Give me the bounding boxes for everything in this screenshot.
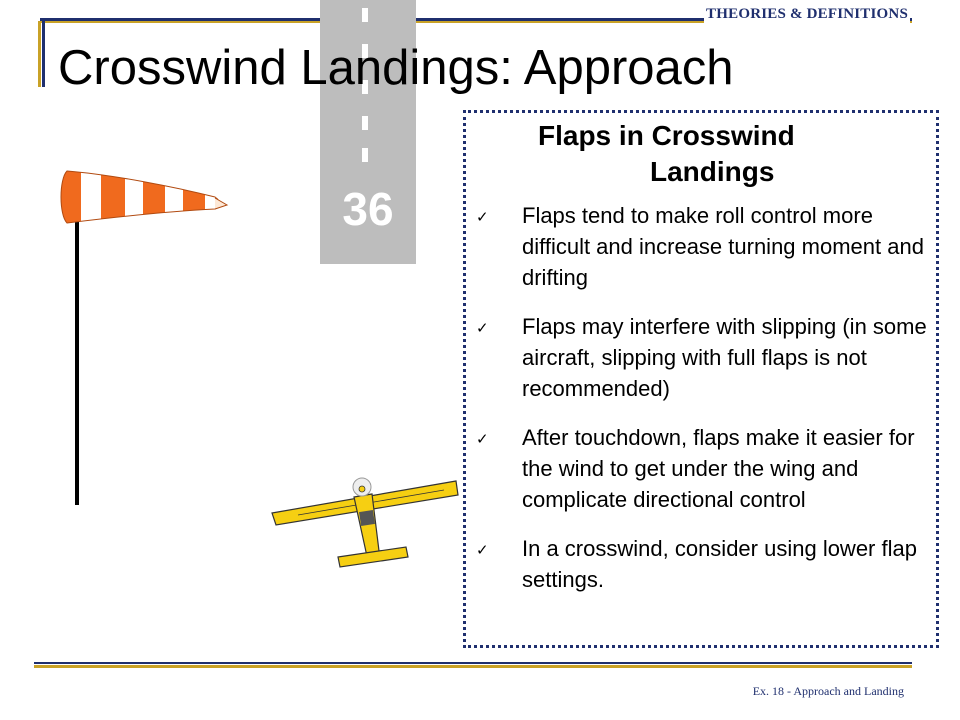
windsock-illustration: [55, 165, 235, 510]
runway-centerline-dash: [362, 8, 368, 22]
footer-rule-gold: [34, 665, 912, 668]
windsock-pole: [75, 187, 79, 505]
info-box-title: [466, 118, 936, 190]
checkmark-icon: ✓: [476, 209, 489, 226]
list-item: [474, 200, 929, 293]
bullet-text: Flaps tend to make roll control more difficult and increase turning moment and drifting: [522, 203, 924, 290]
checkmark-icon: ✓: [476, 431, 489, 448]
bullet-list: [474, 200, 929, 613]
footer-rule-navy: [34, 662, 912, 664]
page-title: Crosswind Landings: Approach: [58, 41, 734, 95]
runway-centerline-dash: [362, 116, 368, 130]
checkmark-icon: ✓: [476, 320, 489, 337]
runway-centerline-dash: [362, 148, 368, 162]
list-item: [474, 533, 929, 595]
header-bracket-gold: [38, 21, 41, 87]
airplane-icon: [272, 478, 458, 567]
bullet-text: In a crosswind, consider using lower flap settings.: [522, 536, 917, 592]
list-item: [474, 311, 929, 404]
bullet-text: Flaps may interfere with slipping (in some aircraft, slipping with full flaps is not recommended): [522, 314, 927, 401]
info-box-title-line1: Flaps in Crosswind: [538, 120, 795, 151]
checkmark-icon: ✓: [476, 542, 489, 559]
list-item: [474, 422, 929, 515]
runway-number: 36: [342, 183, 394, 235]
info-box-title-line2: Landings: [650, 156, 775, 187]
header-bracket-navy: [42, 21, 45, 87]
airplane-illustration: [268, 475, 463, 575]
section-label: THEORIES & DEFINITIONS: [706, 6, 908, 22]
windsock-icon: [55, 165, 235, 235]
bullet-text: After touchdown, flaps make it easier for the wind to get under the wing and complicate directional control: [522, 425, 915, 512]
footer-text: Ex. 18 - Approach and Landing: [752, 684, 904, 698]
